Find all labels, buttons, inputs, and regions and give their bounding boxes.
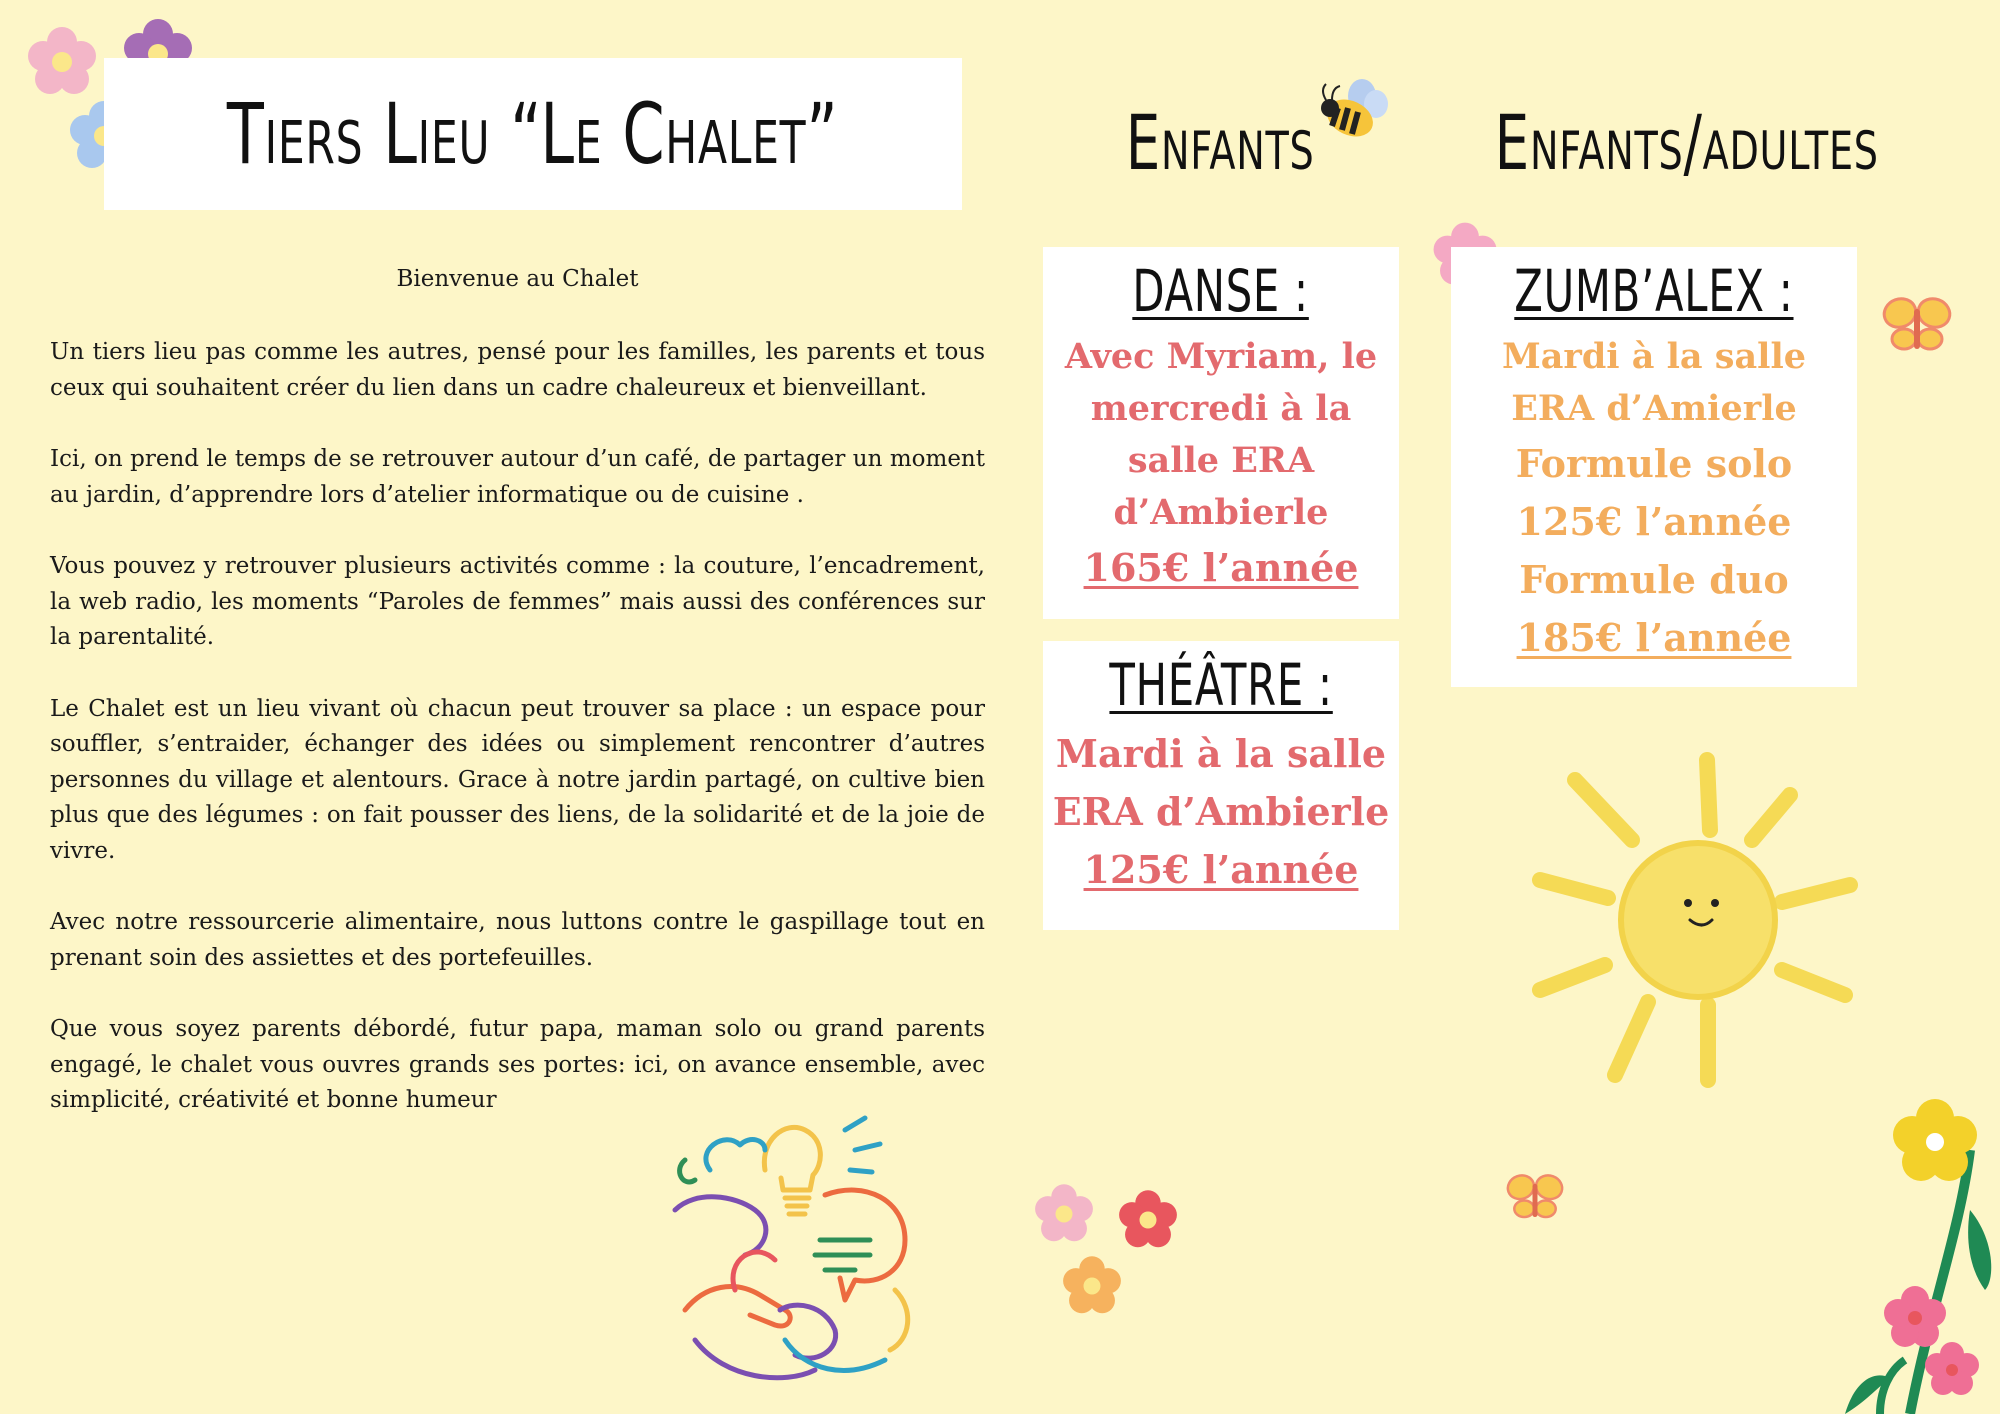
card-line: mercredi à la xyxy=(1090,388,1352,429)
card-price: 165€ l’année xyxy=(1083,545,1359,590)
card-price: 125€ l’année xyxy=(1083,847,1359,892)
community-doodle-icon xyxy=(665,1110,927,1390)
sun-icon xyxy=(1520,740,1870,1090)
intro-paragraph: Vous pouvez y retrouver plusieurs activités comme : la couture, l’encadrement, la web radio, les moments “Paroles de femmes” mais aussi des conférences sur la parentalité. xyxy=(50,553,985,650)
section-heading-children: Enfants xyxy=(1125,98,1315,187)
card-title: DANSE : xyxy=(1132,257,1310,325)
card-danse xyxy=(1043,247,1399,619)
card-line: 125€ l’année xyxy=(1516,499,1792,544)
butterfly-icon xyxy=(1506,1170,1564,1226)
card-theatre xyxy=(1043,641,1399,930)
card-line: Mardi à la salle xyxy=(1055,731,1387,776)
intro-paragraph: Que vous soyez parents débordé, futur papa, maman solo ou grand parents engagé, le chalet vous ouvres grands ses portes: ici, on avance ensemble, avec simplicité, créativité et bonne humeur xyxy=(50,1016,985,1113)
intro-text xyxy=(50,335,985,1155)
flower-icon-red xyxy=(1114,1186,1182,1254)
flower-stems-icon xyxy=(1820,1090,2000,1414)
card-line: Formule solo xyxy=(1515,441,1793,486)
intro-heading: Bienvenue au Chalet xyxy=(396,266,639,292)
card-line: d’Ambierle xyxy=(1113,492,1329,533)
card-line: ERA d’Amierle xyxy=(1511,388,1797,429)
page-title: Tiers Lieu “Le Chalet” xyxy=(227,85,839,183)
card-title: ZUMB’ALEX : xyxy=(1514,257,1794,325)
card-line: Formule duo xyxy=(1519,557,1789,602)
intro-paragraph: Le Chalet est un lieu vivant où chacun peut trouver sa place : un espace pour souffler, s’entraider, échanger des idées ou simplement rencontrer d’autres personnes du village et alentours. Grace à notre jardin partagé, on cultive bien plus que des légumes : on fait pousser des liens, de la solidarité et de la joie de vivre. xyxy=(50,695,985,864)
intro-paragraph: Ici, on prend le temps de se retrouver autour d’un café, de partager un moment au jardin, d’apprendre lors d’atelier informatique ou de cuisine . xyxy=(50,446,985,508)
card-title: THÉÂTRE : xyxy=(1109,651,1333,719)
intro-paragraph: Un tiers lieu pas comme les autres, pensé pour les familles, les parents et tous ceux qui souhaitent créer du lien dans un cadre chaleureux et bienveillant. xyxy=(50,339,985,401)
card-line: salle ERA xyxy=(1127,440,1315,481)
card-line: ERA d’Ambierle xyxy=(1052,789,1390,834)
card-zumbalex xyxy=(1451,247,1857,687)
title-card xyxy=(104,58,962,210)
intro-paragraph: Avec notre ressourcerie alimentaire, nous luttons contre le gaspillage tout en prenant soin des assiettes et des portefeuilles. xyxy=(50,909,985,971)
butterfly-icon xyxy=(1882,295,1952,357)
bee-icon xyxy=(1316,78,1392,146)
flower-icon-light-pink xyxy=(1030,1180,1098,1248)
card-price: 185€ l’année xyxy=(1516,615,1792,660)
card-line: Mardi à la salle xyxy=(1501,336,1807,377)
card-line: Avec Myriam, le xyxy=(1064,336,1378,377)
flower-icon-pink xyxy=(22,22,102,102)
flower-icon-orange xyxy=(1058,1252,1126,1320)
section-heading-children-adults: Enfants/adultes xyxy=(1494,98,1879,187)
